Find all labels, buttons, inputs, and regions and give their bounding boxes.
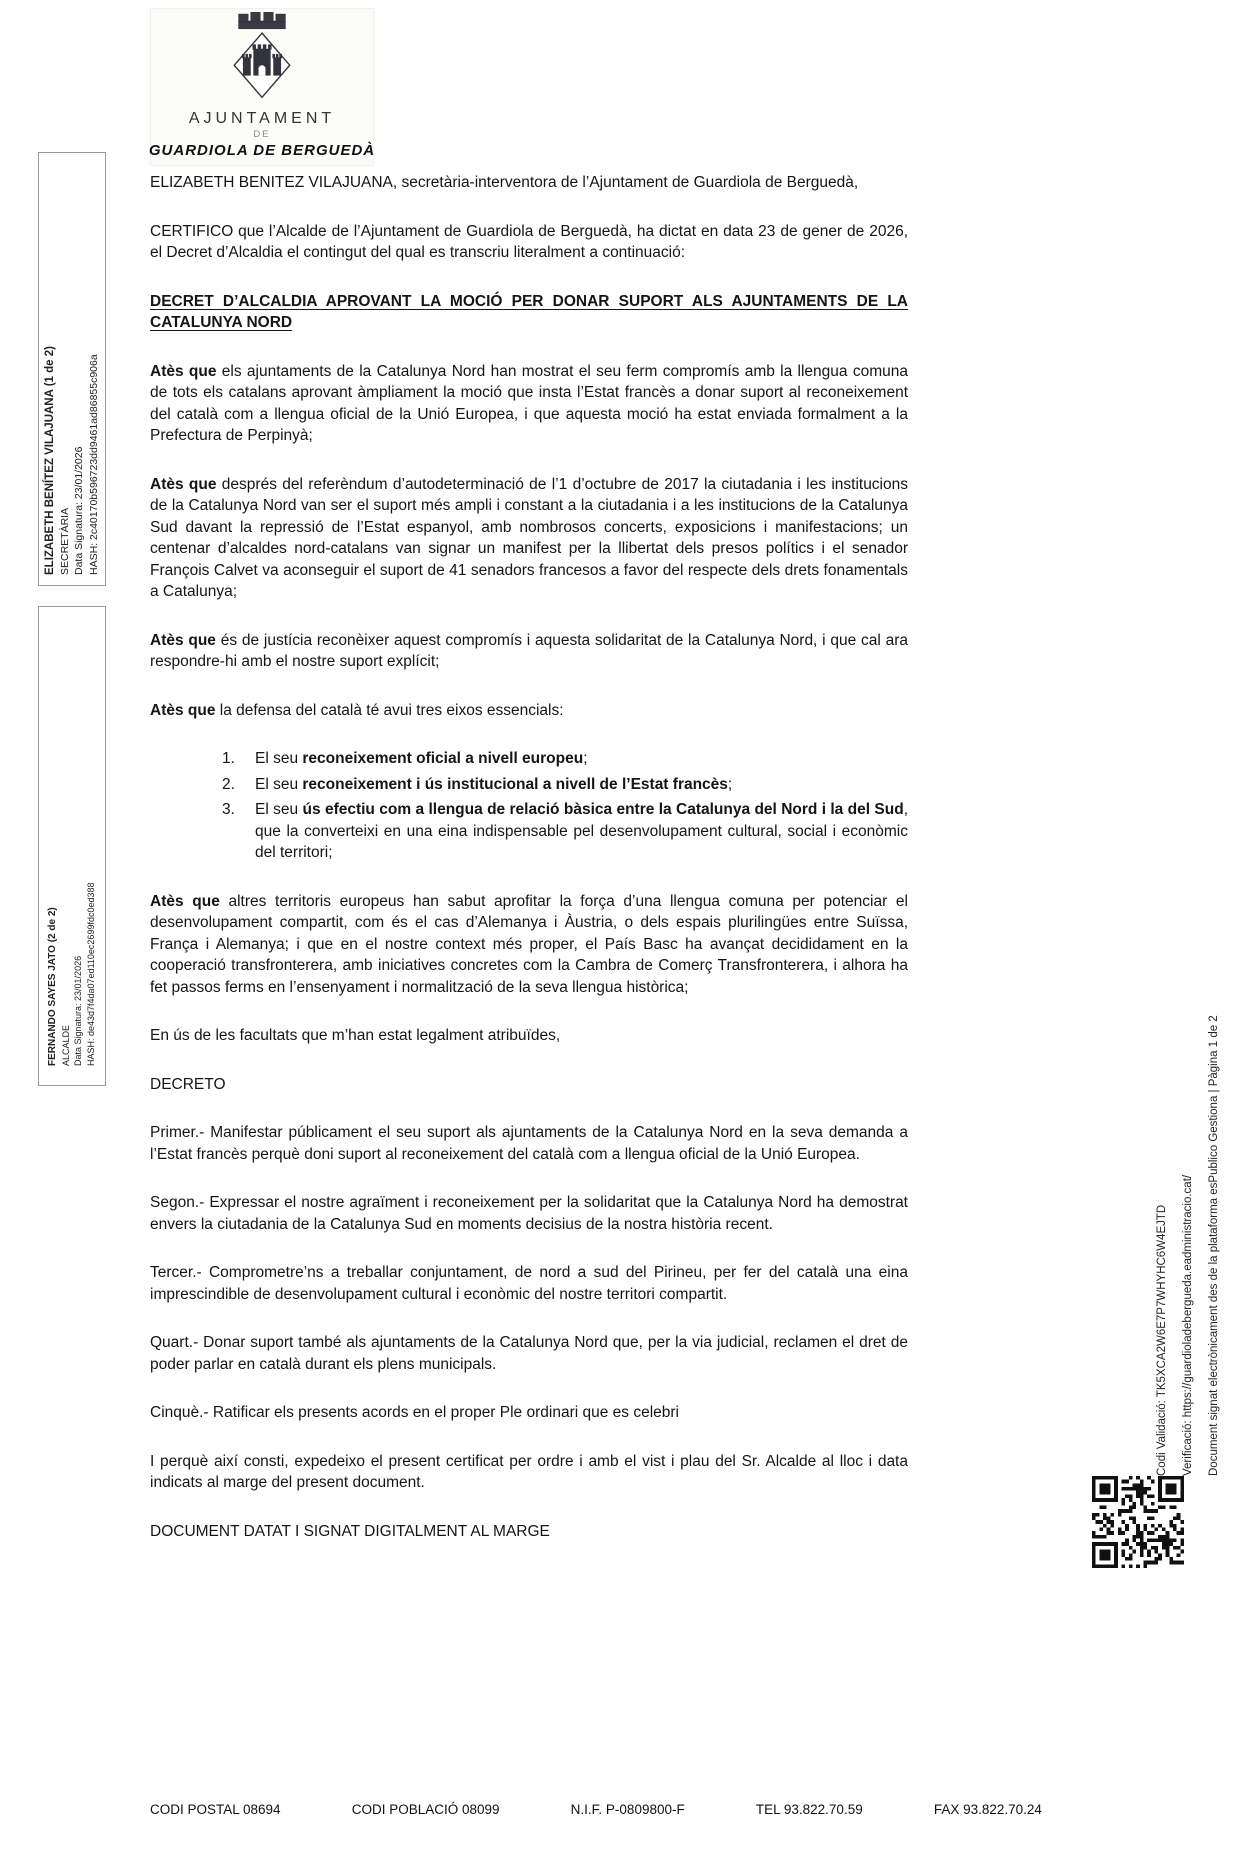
text-segment: després del referèndum d’autodeterminació de l’1 d’octubre de 2017 la ciutadania i les institucions de la Catalunya Nord van ser el suport més ampli i constant a la ciutadania i a les institucions de la Catalunya Sud davant la repressió de l’Estat espanyol, amb nombrosos concerts, exposicions i manifestacions; un centenar d’alcaldes nord-catalans van signar un manifest per la llibertat dels presos polítics i el senador François Calvet va aconseguir el suport de 41 senadors francesos a favor del respecte dels drets fonamentals a Catalunya; [150,475,908,600]
text-segment: la defensa del català té avui tres eixos essencials: [215,701,564,719]
footer [150,1802,1042,1817]
decree-title [150,291,908,334]
text-segment: Atès que [150,362,217,380]
list-item-text [255,774,908,796]
text-segment: Atès que [150,892,220,910]
validation-margin [1146,810,1230,1480]
text-segment: altres territoris europeus han sabut aprofitar la força d’una llengua comuna per potenciar el desenvolupament compartit, com és el cas d’Alemanya i Àustria, o dels espais plurilingües entre Suïssa, França i Alemanya; i que en el nostre context més proper, el País Basc ha avançat decididament en la cooperació transfronterera, amb iniciatives concretes com la Cambra de Comerç Transfronterera, i alhora ha fet passos ferms en l’ensenyament i normalització de la seva llengua històrica; [150,892,908,996]
signature-stamp [38,152,106,586]
org-name-line1: AJUNTAMENT [188,110,336,127]
validation-line: Codi Validació: TK5XCA2W6E7P7WHYHC6W4EJTD [1156,1204,1168,1476]
paragraph [150,172,908,194]
signer-role: ALCALDE [60,1024,71,1066]
list-item-text [255,799,908,864]
text-segment: El seu [255,801,303,818]
text-segment: Tercer.- Comprometre’ns a treballar conjuntament, de nord a sud del Pirineu, per fer del català una eina imprescindible de desenvolupament cultural i econòmic del nostre territori compartit. [150,1264,908,1303]
text-segment: , que la converteixi en una eina indispensable pel desenvolupament cultural, social i econòmic del territori; [255,801,909,861]
list-item-marker: 3. [222,801,235,818]
coat-of-arms-icon [210,12,314,108]
text-segment: reconeixement i ús institucional a nivell de l’Estat francès [302,775,728,793]
signature-text [43,163,101,575]
signature-hash: HASH: 2c40170b596723dd9461ad86855c906a [87,354,100,575]
footer-item: N.I.F. P-0809800-F [570,1802,685,1817]
list-item [150,748,908,770]
paragraph [150,1332,908,1375]
text-segment: Primer.- Manifestar públicament el seu suport als ajuntaments de la Catalunya Nord en la seva demanda a l’Estat francès perquè doni suport al reconeixement del català com a llengua oficial de la Unió Europea. [150,1124,908,1163]
paragraph [150,630,908,673]
qr-code [1092,1476,1184,1568]
paragraph [150,1074,908,1096]
text-segment: ; [583,750,588,767]
validation-line: Verificació: https://guardioladebergueda.eadministracio.cat/ [1182,1174,1194,1476]
paragraph [150,1451,908,1494]
footer-item: CODI POSTAL 08694 [150,1802,281,1817]
org-name-line3: GUARDIOLA DE BERGUEDÀ [148,142,376,159]
text-segment: Segon.- Expressar el nostre agraïment i reconeixement per la solidaritat que la Catalunya Nord ha demostrat envers la ciutadania de la Catalunya Sud en moments decisius de la nostra història recent. [150,1194,908,1233]
signature-text [47,626,97,1066]
paragraph [150,474,908,603]
text-segment: és de justícia reconèixer aquest compromís i aquesta solidaritat de la Catalunya Nord, i que cal ara respondre-hi amb el nostre suport explícit; [150,631,908,670]
paragraph [150,361,908,447]
paragraph [150,700,908,722]
validation-line: Document signat electrònicament des de la plataforma esPublico Gestiona | Pàgina 1 de 2 [1208,1015,1220,1476]
signature-date: Data Signatura: 23/01/2026 [73,446,85,575]
paragraph [150,1521,908,1543]
signer-role: SECRETÀRIA [58,507,71,575]
paragraph [150,1025,908,1047]
org-name-line2: DE [253,129,271,140]
text-segment: CERTIFICO que l’Alcalde de l’Ajuntament de Guardiola de Berguedà, ha dictat en data 23 de gener de 2026, el Decret d’Alcaldia el contingut del qual es transcriu literalment a continuació: [150,222,908,261]
list-item [150,799,908,864]
signature-stamp [38,606,106,1086]
paragraph [150,891,908,999]
signature-date: Data Signatura: 23/01/2026 [73,955,83,1066]
municipality-logo [150,8,374,166]
signer-name: ELIZABETH BENÍTEZ VILAJUANA (1 de 2) [44,346,56,575]
text-segment: Cinquè.- Ratificar els presents acords en el proper Ple ordinari que es celebri [150,1404,679,1421]
paragraph [150,1402,908,1424]
footer-item: TEL 93.822.70.59 [755,1802,863,1817]
text-segment: Quart.- Donar suport també als ajuntaments de la Catalunya Nord que, per la via judicial, reclamen el dret de poder parlar en català durant els plens municipals. [150,1334,908,1373]
footer-item: CODI POBLACIÓ 08099 [351,1802,500,1817]
text-segment: DOCUMENT DATAT I SIGNAT DIGITALMENT AL MARGE [150,1522,550,1540]
signature-hash: HASH: de43d7f4da07ed110ec2699fdc0ed388 [85,882,96,1066]
paragraph [150,1262,908,1305]
list-item-text [255,748,908,770]
footer-item: FAX 93.822.70.24 [933,1802,1042,1817]
text-segment: Atès que [150,475,217,493]
list-item [150,774,908,796]
text-segment: I perquè així consti, expedeixo el present certificat per ordre i amb el vist i plau del Sr. Alcalde al lloc i data indicats al marge del present document. [150,1452,908,1491]
numbered-list [150,748,908,864]
text-segment: Atès que [150,701,216,719]
paragraph [150,1122,908,1165]
text-segment: ús efectiu com a llengua de relació bàsica entre la Catalunya del Nord i la del Sud [302,801,904,818]
text-segment: DECRET D’ALCALDIA APROVANT LA MOCIÓ PER DONAR SUPORT ALS AJUNTAMENTS DE LA CATALUNYA NORD [150,292,908,331]
text-segment: els ajuntaments de la Catalunya Nord han mostrat el seu ferm compromís amb la llengua comuna de tots els catalans aprovant àmpliament la moció que insta l’Estat francès a donar suport al reconeixement del català com a llengua oficial de la Unió Europea, i que aquesta moció ha estat enviada formalment a la Prefectura de Perpinyà; [150,362,908,444]
list-item-marker: 2. [222,775,235,793]
text-segment: DECRETO [150,1075,226,1093]
text-segment: reconeixement oficial a nivell europeu [302,750,584,767]
text-segment: El seu [255,775,303,793]
text-segment: En ús de les facultats que m’han estat legalment atribuïdes, [150,1027,561,1044]
list-item-marker: 1. [222,750,235,767]
document-body [150,172,908,1569]
paragraph [150,1192,908,1235]
paragraph [150,221,908,264]
signer-name: FERNANDO SAYES JATO (2 de 2) [47,907,58,1066]
text-segment: Atès que [150,631,216,649]
text-segment: El seu [255,750,303,767]
text-segment: ELIZABETH BENITEZ VILAJUANA, secretària-interventora de l’Ajuntament de Guardiola de Berguedà, [150,174,859,191]
validation-lines [1149,814,1227,1476]
text-segment: ; [727,775,733,793]
